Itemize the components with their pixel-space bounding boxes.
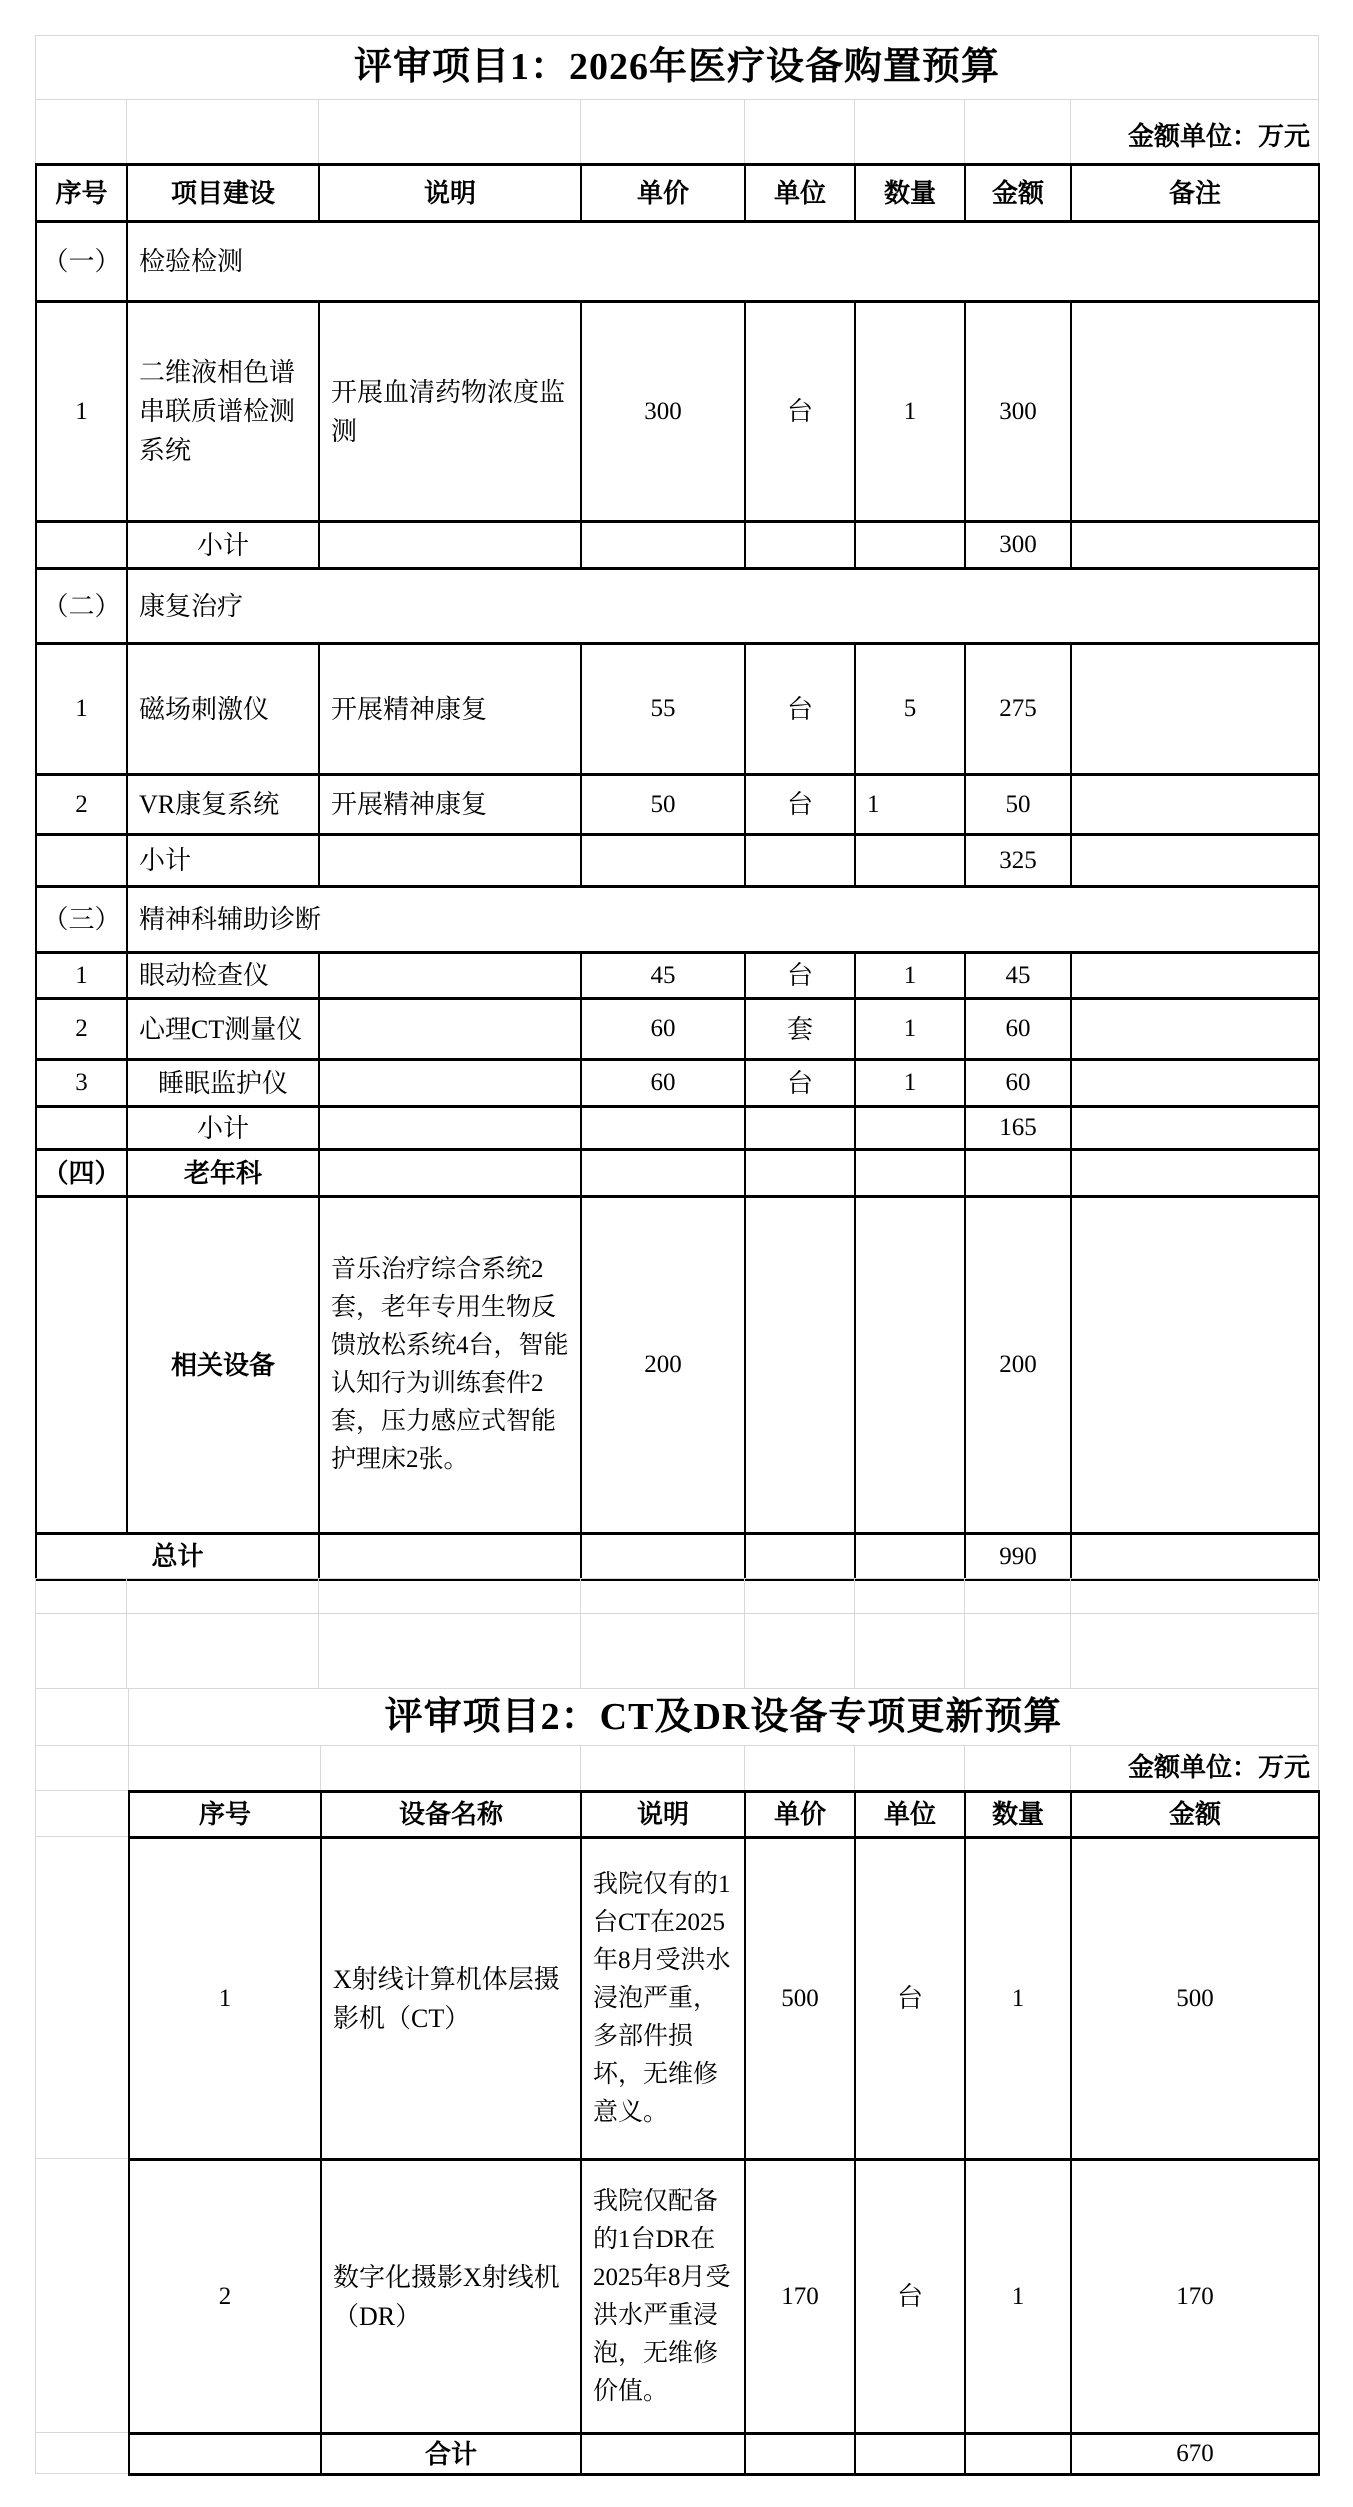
t1-grid-r10-c6: 60 (966, 1000, 1072, 1061)
t1-grid-r14-c0 (37, 1198, 128, 1535)
t1-grid-r2-c7 (1072, 303, 1320, 523)
table1-header-col2: 说明 (320, 166, 582, 223)
t1-grid-r2-c0: 1 (37, 303, 128, 523)
table1-unit-label: 金额单位：万元 (1071, 100, 1319, 164)
t2-grid-r3-c0 (130, 2435, 322, 2476)
t1-grid-r7-c6: 325 (966, 836, 1072, 888)
t1-unit-block-r0-c4 (745, 100, 855, 164)
t1-grid-r5-c4: 台 (746, 645, 856, 776)
table2-header-col4: 单位 (856, 1793, 966, 1839)
t1-grid-r9-c6: 45 (966, 954, 1072, 1000)
t1-grid-r7-c4 (746, 836, 856, 888)
t1-grid-r9-c0: 1 (37, 954, 128, 1000)
budget-table-2 (128, 1790, 1320, 2476)
budget-table-1 (35, 163, 1320, 1581)
t1-grid-r6-c5: 1 (856, 776, 966, 836)
t1-grid-r14-c1: 相关设备 (128, 1198, 320, 1535)
t1-grid-r6-c2: 开展精神康复 (320, 776, 582, 836)
t2-grid-r3-c3 (746, 2435, 856, 2476)
gap-grid-r0-c2 (319, 1579, 581, 1614)
t1-grid-r6-c0: 2 (37, 776, 128, 836)
gap-grid-r1-c6 (965, 1614, 1071, 1689)
t1-grid-r12-c1: 小计 (128, 1108, 320, 1151)
t2-grid-r1-c0: 1 (130, 1839, 322, 2161)
t2-grid-r3-c2 (582, 2435, 746, 2476)
gap-grid-r0-c1 (127, 1579, 319, 1614)
t1-grid-r7-c3 (582, 836, 746, 888)
t1-grid-r4-c0: （二） (37, 570, 128, 645)
t1-grid-r9-c2 (320, 954, 582, 1000)
gap-grid-r1-c7 (1071, 1614, 1319, 1689)
t1-grid-r11-c2 (320, 1061, 582, 1108)
table1-header-col5: 数量 (856, 166, 966, 223)
gap-grid-r0-c6 (965, 1579, 1071, 1614)
t2-left-strip-r2-c0 (36, 2159, 129, 2433)
t1-grid-r11-c5: 1 (856, 1061, 966, 1108)
gap-grid-r1-c2 (319, 1614, 581, 1689)
t2-grid-r1-c6: 500 (1072, 1839, 1320, 2161)
t1-grid-r15-c3 (582, 1535, 746, 1581)
t1-grid-r10-c5: 1 (856, 1000, 966, 1061)
t1-grid-r14-c7 (1072, 1198, 1320, 1535)
gap-grid-r1-c1 (127, 1614, 319, 1689)
t1-grid-r5-c2: 开展精神康复 (320, 645, 582, 776)
t1-grid-r8-c0: （三） (37, 888, 128, 954)
t1-unit-block-r0-c3 (581, 100, 745, 164)
t1-grid-r5-c1: 磁场刺激仪 (128, 645, 320, 776)
gap-grid-r0-c3 (581, 1579, 745, 1614)
t2-grid-r2-c2: 我院仅配备的1台DR在2025年8月受洪水严重浸泡，无维修价值。 (582, 2161, 746, 2435)
t1-grid-r12-c7 (1072, 1108, 1320, 1151)
gap-grid-r0-c7 (1071, 1579, 1319, 1614)
t2-left-strip-r3-c0 (36, 2433, 129, 2474)
t1-grid-r11-c4: 台 (746, 1061, 856, 1108)
t1-grid-r12-c6: 165 (966, 1108, 1072, 1151)
t2-unit-block-r0-c0 (36, 1746, 129, 1791)
t1-grid-r9-c4: 台 (746, 954, 856, 1000)
table2-header-col5: 数量 (966, 1793, 1072, 1839)
t1-grid-r12-c2 (320, 1108, 582, 1151)
table2-total-amount: 670 (1072, 2435, 1320, 2476)
t1-grid-r5-c3: 55 (582, 645, 746, 776)
t1-grid-r13-c2 (320, 1151, 582, 1198)
t1-grid-r13-c0: （四） (37, 1151, 128, 1198)
t1-grid-r4-c1: 康复治疗 (128, 570, 1320, 645)
table1-grand-total-label: 总计 (37, 1535, 320, 1581)
gap-grid-r1-c4 (745, 1614, 855, 1689)
t1-grid-r10-c7 (1072, 1000, 1320, 1061)
t2-grid-r3-c5 (966, 2435, 1072, 2476)
table2-title: 评审项目2：CT及DR设备专项更新预算 (129, 1689, 1319, 1746)
t1-grid-r11-c3: 60 (582, 1061, 746, 1108)
t1-grid-r13-c1: 老年科 (128, 1151, 320, 1198)
t1-grid-r12-c4 (746, 1108, 856, 1151)
t2-grid-r2-c1: 数字化摄影X射线机（DR） (322, 2161, 582, 2435)
gap-grid-r0-c0 (36, 1579, 127, 1614)
t1-grid-r3-c2 (320, 523, 582, 570)
t1-grid-r3-c6: 300 (966, 523, 1072, 570)
table1-grand-total-amount: 990 (966, 1535, 1072, 1581)
t1-grid-r15-c7 (1072, 1535, 1320, 1581)
t2-grid-r1-c2: 我院仅有的1台CT在2025年8月受洪水浸泡严重，多部件损坏，无维修意义。 (582, 1839, 746, 2161)
t1-unit-block-r0-c6 (965, 100, 1071, 164)
t1-grid-r14-c3: 200 (582, 1198, 746, 1535)
t2-grid-r1-c1: X射线计算机体层摄影机（CT） (322, 1839, 582, 2161)
t1-grid-r10-c2 (320, 1000, 582, 1061)
t1-grid-r13-c6 (966, 1151, 1072, 1198)
t1-grid-r2-c4: 台 (746, 303, 856, 523)
t2-unit-block-r0-c1 (129, 1746, 321, 1791)
t1-grid-r14-c5 (856, 1198, 966, 1535)
t1-grid-r5-c5: 5 (856, 645, 966, 776)
table1-header-col0: 序号 (37, 166, 128, 223)
t1-grid-r13-c4 (746, 1151, 856, 1198)
t2-left-strip-r1-c0 (36, 1837, 129, 2159)
t1-grid-r3-c3 (582, 523, 746, 570)
t2-grid-r1-c4: 台 (856, 1839, 966, 2161)
gap-grid-r1-c0 (36, 1614, 127, 1689)
table1-header-col1: 项目建设 (128, 166, 320, 223)
gap-grid-r1-c5 (855, 1614, 965, 1689)
t1-unit-block-r0-c2 (319, 100, 581, 164)
t1-grid-r2-c6: 300 (966, 303, 1072, 523)
t1-grid-r3-c5 (856, 523, 966, 570)
t1-grid-r10-c0: 2 (37, 1000, 128, 1061)
t1-grid-r9-c1: 眼动检查仪 (128, 954, 320, 1000)
t1-grid-r12-c3 (582, 1108, 746, 1151)
t1-grid-r13-c5 (856, 1151, 966, 1198)
t1-grid-r6-c7 (1072, 776, 1320, 836)
t2-unit-block-r0-c2 (321, 1746, 581, 1791)
gap-grid-r1-c3 (581, 1614, 745, 1689)
t1-grid-r1-c1: 检验检测 (128, 223, 1320, 303)
table2-total-label: 合计 (322, 2435, 582, 2476)
t1-grid-r14-c4 (746, 1198, 856, 1535)
t1-grid-r7-c2 (320, 836, 582, 888)
t1-unit-block-r0-c0 (36, 100, 127, 164)
t1-grid-r15-c4 (746, 1535, 856, 1581)
t1-grid-r2-c1: 二维液相色谱串联质谱检测系统 (128, 303, 320, 523)
t1-grid-r9-c3: 45 (582, 954, 746, 1000)
table1-unit-row (35, 99, 1319, 164)
t1-grid-r14-c2: 音乐治疗综合系统2套，老年专用生物反馈放松系统4台，智能认知行为训练套件2套，压力感应式智能护理床2张。 (320, 1198, 582, 1535)
t1-grid-r11-c7 (1072, 1061, 1320, 1108)
t1-grid-r11-c0: 3 (37, 1061, 128, 1108)
t1-grid-r2-c2: 开展血清药物浓度监测 (320, 303, 582, 523)
t2-grid-r1-c5: 1 (966, 1839, 1072, 2161)
t1-grid-r8-c1: 精神科辅助诊断 (128, 888, 1320, 954)
t2-title-block-r0-c0 (36, 1689, 129, 1746)
table1-header-col3: 单价 (582, 166, 746, 223)
t1-grid-r13-c7 (1072, 1151, 1320, 1198)
t2-grid-r2-c4: 台 (856, 2161, 966, 2435)
t1-grid-r15-c2 (320, 1535, 582, 1581)
t2-unit-block-r0-c4 (745, 1746, 855, 1791)
table1-title-row (35, 35, 1319, 100)
t1-grid-r5-c7 (1072, 645, 1320, 776)
t2-grid-r1-c3: 500 (746, 1839, 856, 2161)
t1-grid-r11-c6: 60 (966, 1061, 1072, 1108)
t2-unit-block-r0-c5 (855, 1746, 965, 1791)
table2-left-margin-column (35, 1790, 129, 2474)
t1-grid-r6-c4: 台 (746, 776, 856, 836)
t1-grid-r7-c5 (856, 836, 966, 888)
t2-grid-r3-c4 (856, 2435, 966, 2476)
table1-header-col7: 备注 (1072, 166, 1320, 223)
t1-unit-block-r0-c1 (127, 100, 319, 164)
t1-grid-r3-c1: 小计 (128, 523, 320, 570)
table2-header-col0: 序号 (130, 1793, 322, 1839)
t1-grid-r13-c3 (582, 1151, 746, 1198)
gap-grid-r0-c5 (855, 1579, 965, 1614)
t2-grid-r2-c6: 170 (1072, 2161, 1320, 2435)
table2-unit-row (35, 1745, 1319, 1791)
table2-header-col3: 单价 (746, 1793, 856, 1839)
t1-grid-r10-c4: 套 (746, 1000, 856, 1061)
table2-title-row (35, 1688, 1319, 1746)
table1-header-col6: 金额 (966, 166, 1072, 223)
t1-grid-r10-c3: 60 (582, 1000, 746, 1061)
t1-grid-r2-c3: 300 (582, 303, 746, 523)
t2-unit-block-r0-c6 (965, 1746, 1071, 1791)
t1-grid-r7-c7 (1072, 836, 1320, 888)
t2-grid-r2-c5: 1 (966, 2161, 1072, 2435)
t1-grid-r12-c0 (37, 1108, 128, 1151)
t2-grid-r2-c0: 2 (130, 2161, 322, 2435)
t1-grid-r9-c7 (1072, 954, 1320, 1000)
table1-title: 评审项目1：2026年医疗设备购置预算 (36, 36, 1319, 100)
t1-grid-r12-c5 (856, 1108, 966, 1151)
t1-grid-r9-c5: 1 (856, 954, 966, 1000)
t1-grid-r6-c6: 50 (966, 776, 1072, 836)
t1-grid-r3-c4 (746, 523, 856, 570)
gap-grid-r0-c4 (745, 1579, 855, 1614)
t1-grid-r1-c0: （一） (37, 223, 128, 303)
t1-grid-r3-c7 (1072, 523, 1320, 570)
t1-grid-r7-c1: 小计 (128, 836, 320, 888)
table2-unit-label: 金额单位：万元 (1071, 1746, 1319, 1791)
t1-grid-r14-c6: 200 (966, 1198, 1072, 1535)
table1-header-col4: 单位 (746, 166, 856, 223)
t2-unit-block-r0-c3 (581, 1746, 745, 1791)
t1-grid-r6-c1: VR康复系统 (128, 776, 320, 836)
t1-grid-r5-c6: 275 (966, 645, 1072, 776)
t1-grid-r10-c1: 心理CT测量仪 (128, 1000, 320, 1061)
t2-grid-r2-c3: 170 (746, 2161, 856, 2435)
t1-grid-r3-c0 (37, 523, 128, 570)
table2-header-col6: 金额 (1072, 1793, 1320, 1839)
t1-grid-r11-c1: 睡眠监护仪 (128, 1061, 320, 1108)
t1-grid-r2-c5: 1 (856, 303, 966, 523)
spreadsheet-gap-rows (35, 1578, 1319, 1689)
t1-grid-r6-c3: 50 (582, 776, 746, 836)
table2-header-col1: 设备名称 (322, 1793, 582, 1839)
t2-left-strip-r0-c0 (36, 1791, 129, 1837)
table2-header-col2: 说明 (582, 1793, 746, 1839)
t1-grid-r15-c5 (856, 1535, 966, 1581)
t1-grid-r5-c0: 1 (37, 645, 128, 776)
t1-unit-block-r0-c5 (855, 100, 965, 164)
t1-grid-r7-c0 (37, 836, 128, 888)
